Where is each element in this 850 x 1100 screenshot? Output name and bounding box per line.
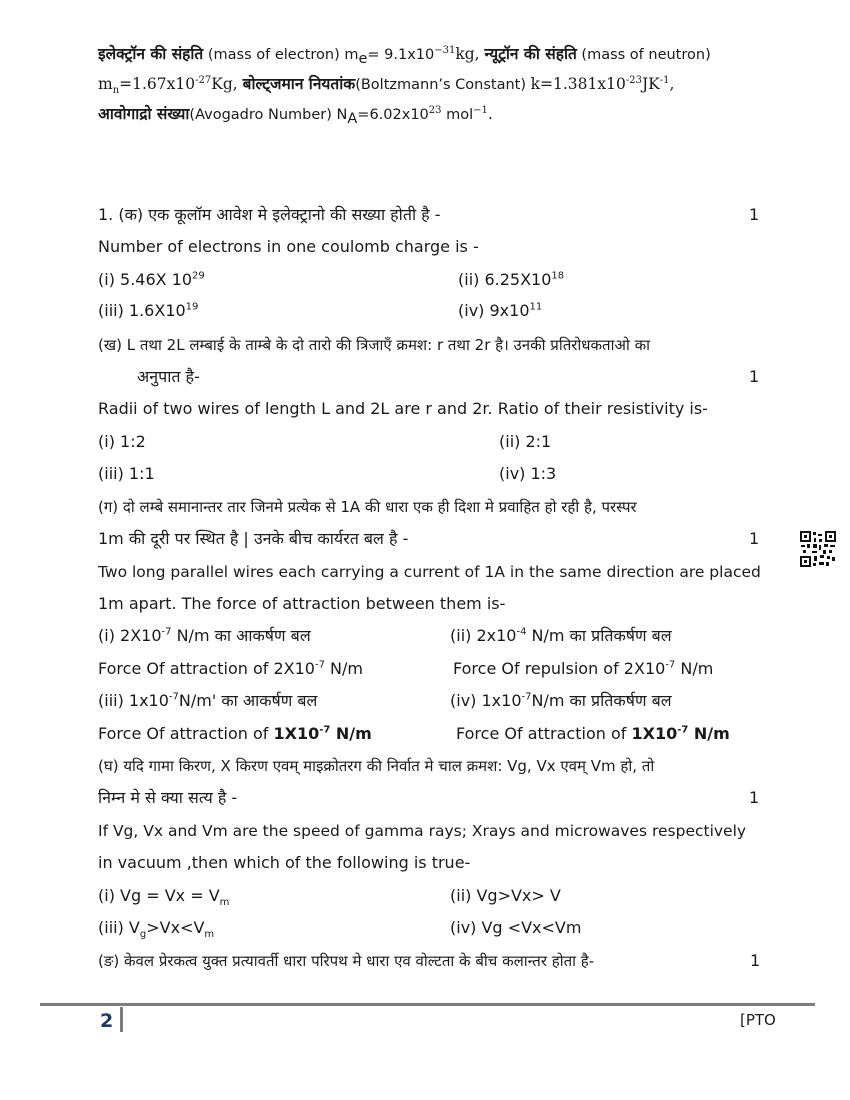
exponent: -7	[319, 724, 331, 736]
q1a-option-1	[98, 269, 205, 291]
q1c-option-1-english	[98, 658, 363, 680]
q1a-hindi: 1. (क) एक कूलॉम आवेश मे इलेक्ट्रानो की सख्या होती है -	[98, 205, 441, 224]
q1c-option-2-english	[453, 658, 713, 680]
exponent: −31	[434, 44, 456, 56]
q1c-option-3	[98, 690, 317, 712]
q1c-option-2	[450, 625, 672, 647]
q1b-option-3: (iii) 1:1	[98, 464, 155, 483]
q1b-option-2: (ii) 2:1	[499, 432, 552, 451]
exponent: 11	[529, 301, 543, 313]
q1b-hindi: (ख) L तथा 2L लम्बाई के ताम्बे के दो तारो की त्रिजाएँ क्रमश: r तथा 2r है। उनकी प्रतिरोधकताओ का	[98, 336, 650, 354]
exponent: -27	[195, 74, 212, 86]
q1a-option-4	[458, 300, 542, 322]
q1d-option-4: (iv) Vg <Vx<Vm	[450, 918, 582, 937]
exponent: -1	[659, 74, 670, 86]
option-text: (iv) 9x10	[458, 301, 530, 320]
subscript: e	[358, 51, 368, 68]
option-text: (i) 5.46X 10	[98, 270, 193, 289]
subscript: n	[112, 85, 120, 97]
page-number-separator	[120, 1007, 123, 1032]
option-text: (i) 2X10	[98, 626, 162, 645]
q1c-mark: 1	[749, 529, 760, 548]
unit: mol	[441, 107, 474, 123]
q1d-option-1	[98, 885, 229, 907]
exponent: 19	[185, 301, 199, 313]
boltzmann-label-hi: बोल्ट्जमान नियतांक	[242, 74, 356, 93]
exponent: -7	[665, 659, 676, 671]
exponent: 29	[192, 270, 205, 282]
option-text: (ii) 2x10	[450, 626, 517, 645]
punctuation: .	[487, 105, 493, 123]
q1c-hindi: (ग) दो लम्बे समानान्तर तार जिनमे प्रत्येक से 1A की धारा एक ही दिशा मे प्रवाहित हो रही है, परस्पर	[98, 498, 637, 516]
unit: JK	[641, 75, 660, 93]
option-value: 1X10	[273, 724, 320, 743]
q1d-english: If Vg, Vx and Vm are the speed of gamma rays; Xrays and microwaves respectively	[98, 822, 747, 840]
option-text: >Vx<V	[146, 918, 205, 937]
option-text: Force Of attraction of	[456, 724, 632, 743]
option-text: Force Of repulsion of 2X10	[453, 659, 666, 678]
option-text: N/m' का आकर्षण बल	[178, 691, 318, 710]
electron-mass-label-hi: इलेक्ट्रॉन की संहति	[98, 44, 204, 63]
constants-line-1	[98, 43, 711, 66]
avogadro-label-en: (Avogadro Number) N	[189, 107, 348, 123]
q1e-mark: 1	[750, 951, 761, 970]
exponent: −1	[473, 104, 488, 116]
unit: kg,	[455, 45, 485, 63]
exponent: -7	[677, 724, 689, 736]
q1c-option-3-english	[98, 723, 372, 745]
q1c-hindi-2: 1m की दूरी पर स्थित है | उनके बीच कार्यरत बल है -	[98, 529, 409, 548]
exponent: -7	[168, 691, 179, 703]
page-number: 2	[100, 1010, 114, 1032]
exponent: -4	[516, 626, 527, 638]
exponent: 23	[428, 104, 442, 116]
option-text: (iii) 1.6X10	[98, 301, 186, 320]
q1b-hindi-2: अनुपात है-	[137, 367, 200, 386]
q1d-english-2: in vacuum ,then which of the following is true-	[98, 853, 471, 872]
option-unit: N/m	[688, 724, 730, 743]
subscript: m	[219, 897, 230, 909]
q1b-option-4: (iv) 1:3	[499, 464, 557, 483]
q1a-option-3	[98, 300, 198, 322]
q1c-option-4	[450, 690, 672, 712]
q1a-mark: 1	[749, 205, 760, 224]
exponent: -7	[521, 691, 532, 703]
subscript: g	[139, 929, 147, 941]
qr-code-icon	[799, 530, 837, 568]
exponent: -23	[625, 74, 642, 86]
neutron-mass-label-en: (mass of neutron)	[576, 47, 711, 63]
boltzmann-value: k=1.381x10	[530, 75, 626, 93]
unit: Kg,	[211, 75, 243, 93]
q1a-english: Number of electrons in one coulomb charge is -	[98, 237, 479, 256]
option-text: N/m का प्रतिकर्षण बल	[531, 691, 672, 710]
boltzmann-label-en: (Boltzmann’s Constant)	[355, 77, 531, 93]
option-unit: N/m	[330, 724, 372, 743]
punctuation: ,	[669, 75, 675, 93]
q1d-hindi-2: निम्न मे से क्या सत्य है -	[98, 788, 238, 807]
constants-line-2	[98, 73, 674, 96]
q1b-mark: 1	[749, 367, 760, 386]
exponent: -7	[314, 659, 325, 671]
neutron-mass-label-hi: न्यूट्रॉन की संहति	[484, 44, 577, 63]
option-text: (iv) 1x10	[450, 691, 522, 710]
option-text: N/m का आकर्षण बल	[171, 626, 311, 645]
avogadro-label-hi: आवोगाद्रो संख्या	[98, 104, 190, 123]
q1c-english: Two long parallel wires each carrying a current of 1A in the same direction are placed	[98, 563, 761, 581]
q1d-mark: 1	[749, 788, 760, 807]
q1d-hindi: (घ) यदि गामा किरण, X किरण एवम् माइक्रोतरग की निर्वात मे चाल क्रमश: Vg, Vx एवम् Vm हो, तो	[98, 757, 655, 775]
option-text: (ii) 6.25X10	[458, 270, 552, 289]
constants-line-3	[98, 103, 493, 126]
footer-rule	[40, 1003, 815, 1006]
option-text: N/m	[324, 659, 363, 678]
q1c-option-4-english	[456, 723, 730, 745]
avogadro-value: =6.02x10	[357, 107, 429, 123]
option-text: N/m का प्रतिकर्षण बल	[526, 626, 672, 645]
q1a-option-2	[458, 269, 564, 291]
electron-mass-value: = 9.1x10	[367, 47, 435, 63]
q1c-option-1	[98, 625, 311, 647]
option-text: Force Of attraction of	[98, 724, 274, 743]
option-text: (iii) V	[98, 918, 140, 937]
option-text: Force Of attraction of 2X10	[98, 659, 315, 678]
subscript: m	[204, 929, 215, 941]
q1b-english: Radii of two wires of length L and 2L are r and 2r. Ratio of their resistivity is-	[98, 399, 708, 418]
electron-mass-label-en: (mass of electron) m	[203, 47, 359, 63]
subscript: A	[347, 111, 358, 128]
q1c-english-2: 1m apart. The force of attraction between them is-	[98, 594, 506, 613]
exponent: -7	[161, 626, 172, 638]
option-value: 1X10	[631, 724, 678, 743]
pto-label: [PTO	[740, 1011, 776, 1029]
q1d-option-2: (ii) Vg>Vx> V	[450, 886, 561, 905]
q1e-hindi: (ङ) केवल प्रेरकत्व युक्त प्रत्यावर्ती धारा परिपथ मे धारा एव वोल्टता के बीच कलान्तर होता है-	[98, 952, 595, 970]
neutron-mass-value: =1.67x10	[119, 75, 196, 93]
option-text: (i) Vg = Vx = V	[98, 886, 220, 905]
q1b-option-1: (i) 1:2	[98, 432, 146, 451]
option-text: (iii) 1x10	[98, 691, 169, 710]
neutron-mass-symbol: m	[98, 75, 113, 93]
exponent: 18	[551, 270, 565, 282]
q1d-option-3	[98, 917, 214, 939]
option-text: N/m	[675, 659, 714, 678]
